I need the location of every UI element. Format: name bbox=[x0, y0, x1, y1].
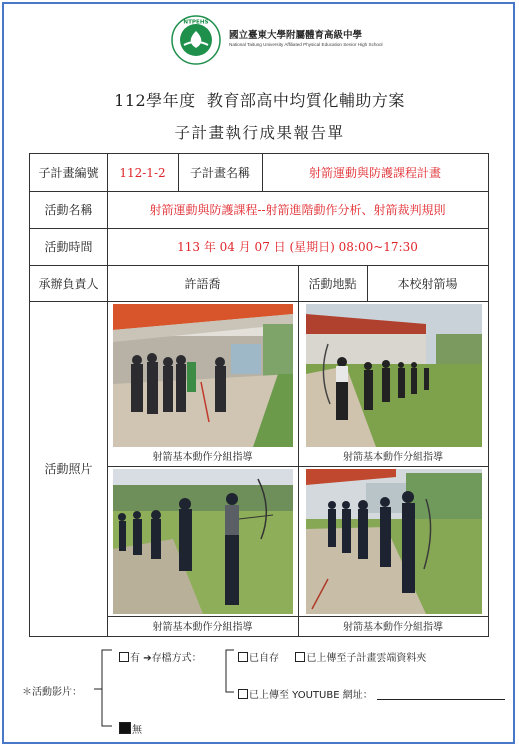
activity-name-value: 射箭運動與防護課程--射箭進階動作分析、射箭裁判規則 bbox=[149, 203, 446, 217]
arrow-icon: ➔ bbox=[143, 653, 152, 664]
no-video-checkbox[interactable] bbox=[119, 722, 131, 734]
photo-archery-practice-2 bbox=[306, 304, 482, 447]
photo-caption-3: 射箭基本動作分組指導 bbox=[152, 622, 253, 633]
plan-no-value: 112-1-2 bbox=[119, 165, 166, 180]
archive-brace bbox=[216, 648, 236, 694]
has-video-label: 有 bbox=[130, 653, 140, 664]
school-name-cn: 國立臺東大學附屬體育高級中學 bbox=[229, 30, 363, 41]
school-name-en: National Taitung University Affiliated Physical Education Senior High School bbox=[229, 42, 383, 47]
plan-no-label: 子計畫編號 bbox=[38, 166, 99, 180]
school-logo bbox=[171, 15, 221, 65]
photo-archery-practice-1 bbox=[113, 304, 293, 447]
self-saved-checkbox[interactable] bbox=[238, 652, 248, 662]
youtube-uploaded-label: 已上傳至 YOUTUBE 網址： bbox=[249, 690, 373, 701]
plan-name-label: 子計畫名稱 bbox=[189, 166, 250, 180]
location-label: 活動地點 bbox=[308, 276, 357, 291]
organizer-value: 許語喬 bbox=[184, 276, 221, 291]
cloud-uploaded-checkbox[interactable] bbox=[295, 652, 305, 662]
location-value: 本校射箭場 bbox=[397, 276, 458, 291]
organizer-label: 承辦負責人 bbox=[38, 276, 99, 291]
archive-method-label: 存檔方式： bbox=[151, 653, 202, 664]
activity-name-label: 活動名稱 bbox=[44, 203, 93, 217]
photo-archery-practice-4 bbox=[306, 469, 482, 614]
report-subtitle: 子計畫執行成果報告單 bbox=[174, 124, 345, 142]
activity-time-value: 113 年 04 月 07 日 (星期日) 08:00~17:30 bbox=[177, 240, 418, 254]
self-saved-label: 已自存 bbox=[249, 653, 279, 664]
activity-time-label: 活動時間 bbox=[44, 240, 93, 254]
cloud-uploaded-label: 已上傳至子計畫雲端資料夾 bbox=[306, 653, 427, 664]
photo-archery-practice-3 bbox=[113, 469, 293, 614]
has-video-checkbox[interactable] bbox=[119, 652, 129, 662]
report-table bbox=[29, 153, 489, 637]
photo-caption-1: 射箭基本動作分組指導 bbox=[152, 452, 253, 463]
plan-name-value: 射箭運動與防護課程計畫 bbox=[308, 166, 441, 180]
no-video-label: 無 bbox=[132, 725, 142, 736]
svg-text:NTPEHS: NTPEHS bbox=[183, 19, 209, 26]
youtube-uploaded-checkbox[interactable] bbox=[238, 689, 248, 699]
youtube-url-field[interactable] bbox=[377, 690, 505, 700]
photos-label: 活動照片 bbox=[44, 462, 93, 476]
photo-caption-4: 射箭基本動作分組指導 bbox=[343, 622, 443, 633]
report-title: 112學年度 教育部高中均質化輔助方案 bbox=[114, 91, 405, 110]
video-label: ＊活動影片： bbox=[22, 687, 82, 698]
video-brace bbox=[94, 648, 114, 730]
photo-caption-2: 射箭基本動作分組指導 bbox=[343, 452, 443, 463]
